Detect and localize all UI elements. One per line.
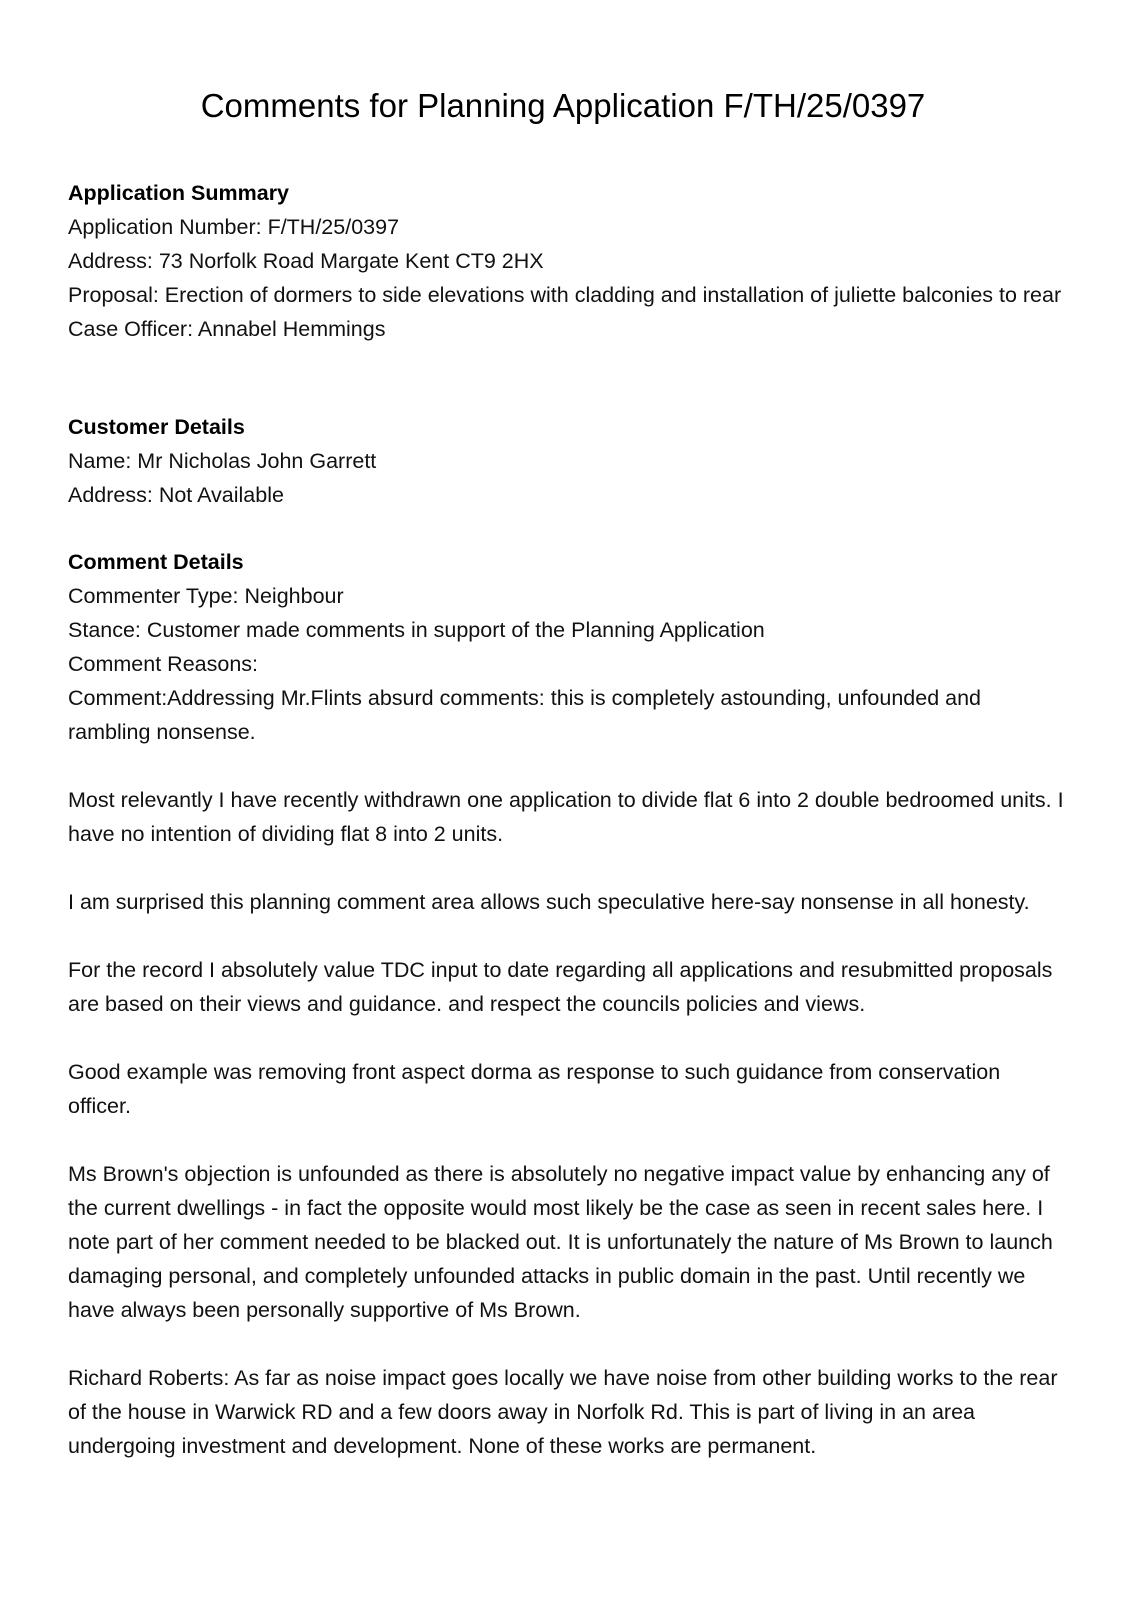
- comment-paragraph: Richard Roberts: As far as noise impact goes locally we have noise from other building works to the rear of the house in Warwick RD and a few doors away in Norfolk Rd. This is part of living in an area undergoing investment and development. None of these works are permanent.: [68, 1366, 1058, 1458]
- application-number: Application Number: F/TH/25/0397: [68, 215, 400, 239]
- comment-paragraph: Most relevantly I have recently withdrawn one application to divide flat 6 into 2 double bedroomed units. I have no intention of dividing flat 8 into 2 units.: [68, 788, 1064, 846]
- comment-paragraph: Comment:Addressing Mr.Flints absurd comments: this is completely astounding, unfounded and rambling nonsense.: [68, 686, 982, 744]
- page-title: Comments for Planning Application F/TH/25/0397: [200, 87, 926, 124]
- comment-paragraph: For the record I absolutely value TDC input to date regarding all applications and resubmitted proposals are based on their views and guidance. and respect the councils policies and views.: [68, 958, 1053, 1016]
- comment-paragraph: I am surprised this planning comment area allows such speculative here-say nonsense in all honesty.: [68, 890, 1030, 914]
- application-summary-section: [68, 176, 1068, 346]
- customer-address: Address: Not Available: [68, 483, 284, 507]
- case-officer: Case Officer: Annabel Hemmings: [68, 317, 386, 341]
- application-address: Address: 73 Norfolk Road Margate Kent CT9 2HX: [68, 249, 544, 273]
- comment-details-section: [68, 545, 1068, 1497]
- customer-name: Name: Mr Nicholas John Garrett: [68, 449, 377, 473]
- comment-stance: Stance: Customer made comments in support of the Planning Application: [68, 618, 765, 642]
- commenter-type: Commenter Type: Neighbour: [68, 584, 344, 608]
- comment-paragraph: Ms Brown's objection is unfounded as there is absolutely no negative impact value by enhancing any of the current dwellings - in fact the opposite would most likely be the case as seen in recent sales here. I note part of her comment needed to be blacked out. It is unfortunately the nature of Ms Brown to launch damaging personal, and completely unfounded attacks in public domain in the past. Until recently we have always been personally supportive of Ms Brown.: [68, 1162, 1053, 1322]
- application-summary-heading: Application Summary: [68, 181, 290, 205]
- comment-reasons: Comment Reasons:: [68, 652, 258, 676]
- customer-details-heading: Customer Details: [68, 415, 245, 439]
- application-proposal: Proposal: Erection of dormers to side elevations with cladding and installation of juliette balconies to rear: [68, 283, 1062, 307]
- customer-details-section: [68, 410, 1068, 512]
- comment-details-heading: Comment Details: [68, 550, 244, 574]
- comment-paragraph: Good example was removing front aspect dorma as response to such guidance from conservation officer.: [68, 1060, 1001, 1118]
